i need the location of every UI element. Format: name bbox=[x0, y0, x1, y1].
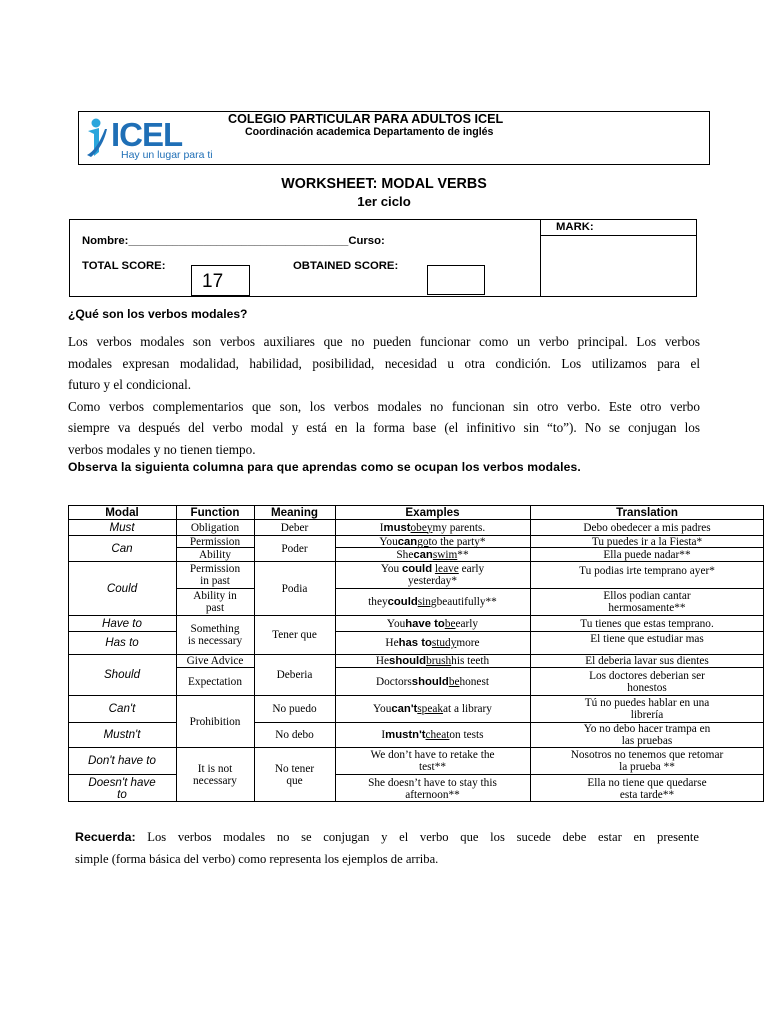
example-verb: study bbox=[431, 637, 457, 649]
example-mustnt bbox=[335, 723, 530, 747]
school-name: COLEGIO PARTICULAR PARA ADULTOS ICEL bbox=[228, 112, 504, 126]
modal-must: Must bbox=[109, 520, 135, 534]
modal-verbs-table bbox=[68, 505, 764, 802]
example-text: She bbox=[396, 548, 414, 561]
example-text: You bbox=[380, 563, 402, 575]
function-necessary: Something is necessary bbox=[187, 623, 243, 647]
example-cant bbox=[335, 696, 530, 722]
meaning-no-puedo: No puedo bbox=[272, 703, 317, 715]
translation-must: Debo obedecer a mis padres bbox=[583, 521, 711, 534]
example-text: He bbox=[375, 655, 390, 667]
modal-dont-have-to: Don't have to bbox=[88, 754, 156, 767]
meaning-deberia: Deberia bbox=[276, 669, 313, 681]
translation-has-to: El tiene que estudiar mas bbox=[590, 633, 704, 645]
example-verb: obey bbox=[410, 521, 433, 534]
function-ability-past: Ability in past bbox=[193, 590, 237, 614]
example-has-to bbox=[335, 632, 530, 654]
example-modal: must bbox=[383, 521, 411, 534]
example-verb: cheat bbox=[425, 729, 450, 741]
reminder-label: Recuerda: bbox=[75, 830, 136, 844]
function-prohibition: Prohibition bbox=[189, 715, 241, 728]
modal-mustnt: Mustn't bbox=[103, 728, 141, 741]
example-modal: mustn't bbox=[385, 729, 426, 741]
function-expectation: Expectation bbox=[188, 675, 242, 688]
example-could-permission bbox=[335, 562, 530, 588]
info-divider bbox=[540, 219, 541, 297]
example-modal: should bbox=[411, 675, 449, 688]
example-text: You bbox=[373, 703, 392, 715]
translation-can-ability: Ella puede nadar** bbox=[603, 548, 691, 561]
example-can-permission bbox=[335, 536, 530, 547]
meaning-no-tener-que: No tener que bbox=[274, 763, 315, 787]
translation-should-expectation: Los doctores deberian ser honestos bbox=[589, 669, 705, 694]
example-verb: speak bbox=[417, 703, 444, 715]
function-not-necessary: It is not necessary bbox=[193, 763, 237, 787]
reminder-text: Los verbos modales no se conjugan y el verbo que los sucede debe estar en presente bbox=[135, 830, 699, 844]
example-text: I bbox=[381, 729, 386, 741]
obtained-score-label: OBTAINED SCORE: bbox=[293, 260, 399, 272]
example-text: my parents. bbox=[432, 521, 486, 534]
translation-could-ability: Ellos podian cantar hermosamente** bbox=[603, 590, 691, 614]
student-info-box bbox=[69, 219, 697, 297]
example-text: ** bbox=[457, 548, 469, 561]
meaning-poder: Poder bbox=[281, 542, 308, 555]
instruction-text: Observa la siguienta columna para que aprendas como se ocupan los verbos modales. bbox=[68, 460, 581, 474]
translation-should-advice: El deberia lavar sus dientes bbox=[585, 655, 709, 667]
svg-text:ICEL: ICEL bbox=[111, 116, 183, 153]
header-function: Function bbox=[190, 505, 240, 519]
example-text: his teeth bbox=[451, 655, 490, 667]
example-verb: brush bbox=[426, 655, 452, 667]
example-modal: could bbox=[401, 563, 433, 575]
example-have-to bbox=[335, 616, 530, 631]
icel-logo-icon bbox=[85, 115, 225, 161]
reminder-line-2: simple (forma básica del verbo) como representa los ejemplos de arriba. bbox=[75, 852, 439, 866]
example-text: early yesterday* bbox=[408, 563, 485, 587]
example-text: beautifully** bbox=[436, 596, 497, 608]
total-score-box[interactable] bbox=[191, 265, 250, 296]
total-score-value: 17 bbox=[202, 271, 224, 292]
header-meaning: Meaning bbox=[270, 505, 319, 519]
example-could-ability bbox=[335, 589, 530, 615]
logo-tagline: Hay un lugar para ti bbox=[121, 149, 213, 161]
example-text: at a library bbox=[443, 703, 492, 715]
example-text: they bbox=[368, 596, 388, 608]
translation-doesnt-have-to: Ella no tiene que quedarse esta tarde** bbox=[587, 776, 707, 801]
translation-mustnt: Yo no debo hacer trampa en las pruebas bbox=[583, 723, 711, 747]
modal-can: Can bbox=[111, 541, 133, 555]
example-verb: swim bbox=[432, 548, 458, 561]
function-ability: Ability bbox=[198, 548, 231, 561]
example-text: to the party* bbox=[428, 535, 486, 548]
example-modal: can bbox=[413, 548, 433, 561]
example-modal: could bbox=[387, 596, 418, 608]
example-can-ability bbox=[335, 548, 530, 561]
function-advice: Give Advice bbox=[186, 655, 244, 667]
example-text: honest bbox=[459, 675, 489, 688]
total-score-label: TOTAL SCORE: bbox=[82, 260, 166, 272]
meaning-tener-que: Tener que bbox=[272, 629, 317, 641]
worksheet-subtitle: 1er ciclo bbox=[357, 194, 411, 209]
example-should-expectation bbox=[335, 668, 530, 695]
example-text: I bbox=[379, 521, 384, 534]
example-modal: have to bbox=[405, 617, 445, 630]
example-text: on tests bbox=[449, 729, 484, 741]
header-translation: Translation bbox=[616, 505, 678, 519]
translation-cant: Tú no puedes hablar en una librería bbox=[584, 697, 710, 721]
translation-can-permission: Tu puedes ir a la Fiesta* bbox=[591, 535, 703, 548]
example-text: more bbox=[456, 637, 480, 649]
paragraph-line: Los verbos modales son verbos auxiliares que no pueden funcionar como un verbo principal. Los verbos bbox=[68, 334, 700, 349]
paragraph-line: Como verbos complementarios que son, los verbos modales no funcionan sin otro verbo. Este otro verbo bbox=[68, 398, 700, 414]
paragraph-line: verbos modales y no tienen tiempo. bbox=[68, 441, 256, 457]
modal-should: Should bbox=[103, 668, 141, 681]
mark-label: MARK: bbox=[556, 221, 594, 233]
example-verb: be bbox=[448, 675, 460, 688]
example-modal: can bbox=[397, 535, 418, 548]
example-text: Doctors bbox=[376, 675, 412, 688]
example-text: You bbox=[386, 617, 406, 630]
function-obligation: Obligation bbox=[190, 521, 240, 534]
example-modal: can't bbox=[391, 703, 418, 715]
meaning-deber: Deber bbox=[280, 521, 309, 534]
header-modal: Modal bbox=[105, 505, 139, 519]
example-doesnt-have-to: She doesn’t have to stay this afternoon** bbox=[368, 776, 497, 801]
example-modal: has to bbox=[398, 637, 432, 649]
intro-question: ¿Qué son los verbos modales? bbox=[68, 307, 248, 321]
translation-could-permission: Tu podias irte temprano ayer* bbox=[579, 564, 715, 577]
translation-dont-have-to: Nosotros no tenemos que retomar la prueba ** bbox=[570, 749, 724, 773]
paragraph-line: futuro y el condicional. bbox=[68, 377, 192, 392]
example-text: You bbox=[379, 535, 398, 548]
modal-has-to: Has to bbox=[105, 636, 139, 649]
function-permission-past: Permission in past bbox=[189, 563, 241, 587]
mark-divider bbox=[540, 235, 697, 236]
reminder-line-1 bbox=[75, 826, 699, 848]
example-text: early bbox=[455, 617, 479, 630]
meaning-podia: Podia bbox=[281, 582, 308, 595]
example-must bbox=[335, 520, 530, 535]
example-verb: sing bbox=[417, 596, 437, 608]
paragraph-line: siempre va después del verbo modal y está en la forma base (el infinitivo sin “to”). No se conjugan los bbox=[68, 420, 700, 435]
example-dont-have-to: We don’t have to retake the test** bbox=[370, 749, 495, 773]
obtained-score-box[interactable] bbox=[427, 265, 485, 295]
modal-could: Could bbox=[106, 581, 138, 595]
modal-cant: Can't bbox=[108, 702, 136, 715]
example-verb: leave bbox=[434, 563, 459, 575]
example-verb: be bbox=[444, 617, 456, 630]
modal-have-to: Have to bbox=[102, 616, 142, 630]
translation-have-to: Tu tienes que estas temprano. bbox=[580, 617, 714, 630]
name-course-field[interactable]: Nombre:___________________________________Curso: bbox=[82, 235, 385, 247]
function-permission: Permission bbox=[189, 535, 241, 548]
intro-paragraph-1 bbox=[68, 331, 700, 460]
header-examples: Examples bbox=[405, 505, 460, 519]
meaning-no-debo: No debo bbox=[275, 729, 314, 741]
example-verb: go bbox=[417, 535, 429, 548]
example-text: He bbox=[385, 637, 399, 649]
department-name: Coordinación academica Departamento de inglés bbox=[245, 126, 494, 138]
example-should-advice bbox=[335, 655, 530, 667]
paragraph-line: modales expresan modalidad, habilidad, posibilidad, necesidad u otra condición. Los utilizamos para el bbox=[68, 355, 700, 371]
worksheet-title: WORKSHEET: MODAL VERBS bbox=[281, 176, 487, 192]
icel-logo bbox=[85, 115, 225, 161]
example-modal: should bbox=[389, 655, 427, 667]
modal-doesnt-have-to: Doesn't have to bbox=[88, 775, 156, 801]
